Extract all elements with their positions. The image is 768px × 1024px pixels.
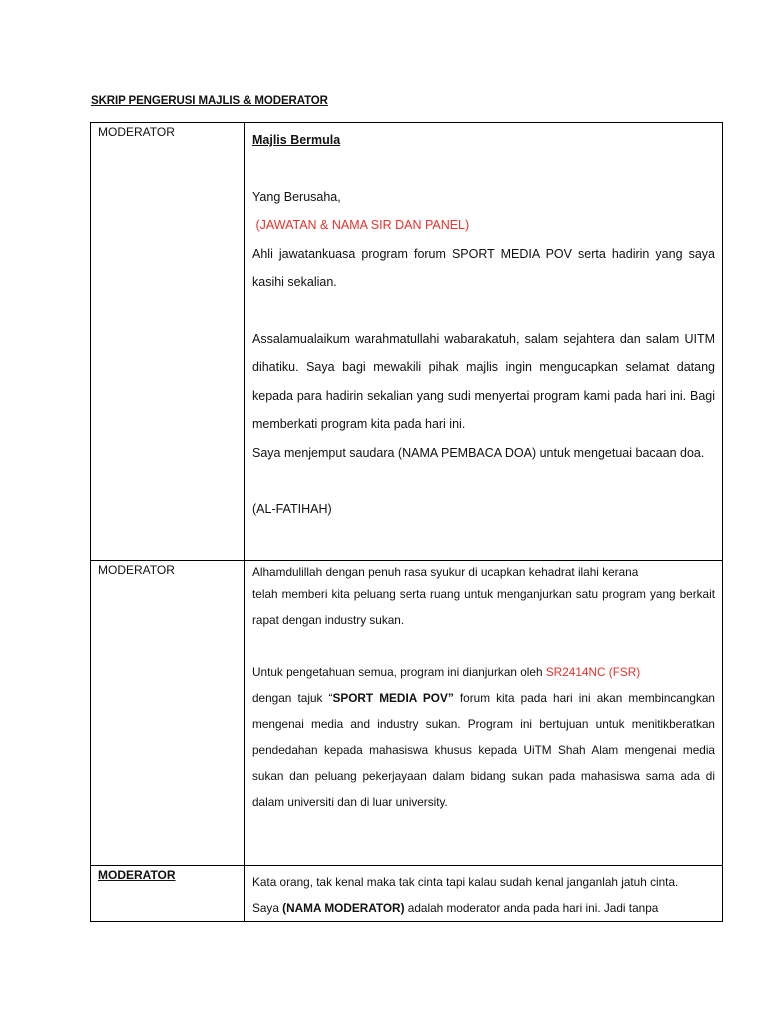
table-row — [91, 866, 723, 922]
content-cell — [245, 561, 723, 866]
welcome-paragraph: Ahli jawatankuasa program forum SPORT MEDIA POV serta hadirin yang saya kasihi sekalian. — [252, 246, 715, 289]
table-row — [91, 123, 723, 561]
role-cell: MODERATOR — [91, 123, 245, 561]
opening-paragraph: telah memberi kita peluang serta ruang untuk menganjurkan satu program yang berkait rapat dengan industry sukan. — [252, 587, 715, 627]
role-cell: MODERATOR — [91, 866, 245, 922]
moderator-intro: Saya (NAMA MODERATOR) adalah moderator anda pada hari ini. Jadi tanpa — [252, 901, 659, 915]
table-row — [91, 561, 723, 866]
intro-line: Kata orang, tak kenal maka tak cinta tapi kalau sudah kenal janganlah jatuh cinta. — [252, 875, 679, 889]
closing-text: (AL-FATIHAH) — [252, 502, 332, 516]
topic-prefix: dengan tajuk “ — [252, 691, 333, 705]
role-cell: MODERATOR — [91, 561, 245, 866]
salam-paragraph: Assalamualaikum warahmatullahi wabarakatuh, salam sejahtera dan salam UITM dihatiku. Saya bagi mewakili pihak majlis ingin mengucapkan selamat datang kepada para hadirin sekalian yang sudi menyertai program kami pada hari ini. Bagi memberkati program kita pada hari ini. — [252, 331, 715, 431]
moderator-name: (NAMA MODERATOR) — [282, 901, 405, 915]
organizer-paragraph — [252, 659, 715, 815]
organizer-prefix: Untuk pengetahuan semua, program ini dianjurkan oleh — [252, 665, 546, 679]
doa-paragraph: Saya menjemput saudara (NAMA PEMBACA DOA) untuk mengetuai bacaan doa. — [252, 445, 705, 460]
opening-line: Alhamdulillah dengan penuh rasa syukur di ucapkan kehadrat ilahi kerana — [252, 565, 639, 579]
script-table — [90, 122, 723, 922]
document-title: SKRIP PENGERUSI MAJLIS & MODERATOR — [91, 95, 328, 107]
content-cell — [245, 866, 723, 922]
topic-description: forum kita pada hari ini akan membincangkan mengenai media and industry sukan. Program ini bertujuan untuk menitikberatkan pendedahan kepada mahasiswa khusus kepada UiTM Shah Alam mengenai media sukan dan peluang pekerjayaan dalam bidang sukan pada mahasiswa sama ada di dalam universiti dan di luar university. — [252, 691, 715, 809]
topic-title: SPORT MEDIA POV” — [332, 691, 454, 705]
greeting-text: Yang Berusaha, — [252, 189, 341, 204]
organizer-code: SR2414NC (FSR) — [545, 665, 641, 679]
section-heading: Majlis Bermula — [252, 133, 341, 147]
content-cell — [245, 123, 723, 561]
panel-placeholder: (JAWATAN & NAMA SIR DAN PANEL) — [255, 218, 470, 232]
